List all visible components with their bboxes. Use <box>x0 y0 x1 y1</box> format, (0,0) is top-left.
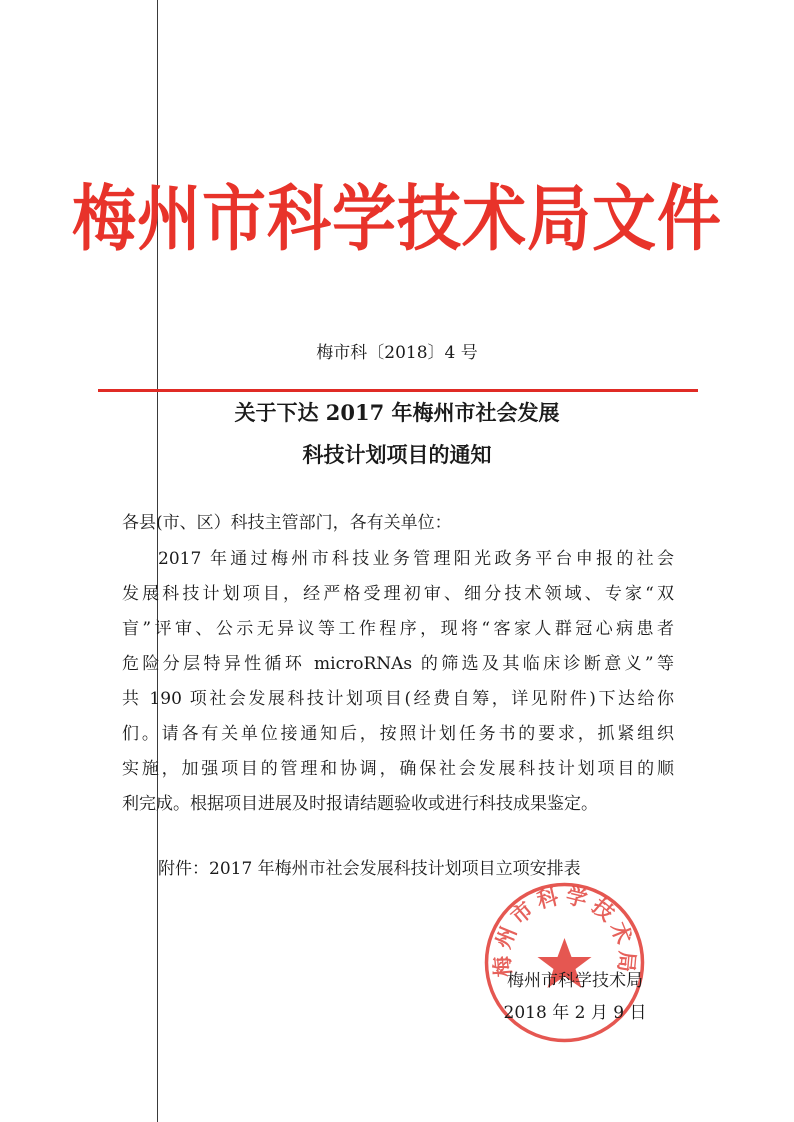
notice-title-line-2: 科技计划项目的通知 <box>302 442 492 467</box>
body-line: 实施，加强项目的管理和协调，确保社会发展科技计划项目的顺 <box>122 759 674 779</box>
body-line: 2017 年通过梅州市科技业务管理阳光政务平台申报的社会 <box>158 549 674 569</box>
body-line: 危险分层特异性循环 microRNAs 的筛选及其临床诊断意义”等 <box>122 654 674 674</box>
body-line: 共 190 项社会发展科技计划项目(经费自筹，详见附件)下达给你 <box>122 689 674 709</box>
attachment-line: 附件：2017 年梅州市社会发展科技计划项目立项安排表 <box>158 859 581 879</box>
body-line: 盲”评审、公示无异议等工作程序，现将“客家人群冠心病患者 <box>122 619 674 639</box>
seal-text: 梅州市科学技术局 <box>489 883 640 979</box>
document-number: 梅市科〔2018〕4 号 <box>316 343 478 363</box>
body-line: 利完成。根据项目进展及时报请结题验收或进行科技成果鉴定。 <box>122 794 598 814</box>
red-divider <box>98 389 698 392</box>
signer-organization: 梅州市科学技术局 <box>507 971 643 991</box>
body-line: 发展科技计划项目，经严格受理初审、细分技术领域、专家“双 <box>122 584 674 604</box>
notice-title-line-1: 关于下达 2017 年梅州市社会发展 <box>234 400 560 425</box>
body-line: 们。请各有关单位接通知后，按照计划任务书的要求，抓紧组织 <box>122 724 674 744</box>
letterhead-title: 梅州市科学技术局文件 <box>72 178 722 262</box>
signing-date: 2018 年 2 月 9 日 <box>503 1003 647 1023</box>
salutation: 各县(市、区）科技主管部门，各有关单位： <box>122 513 452 533</box>
